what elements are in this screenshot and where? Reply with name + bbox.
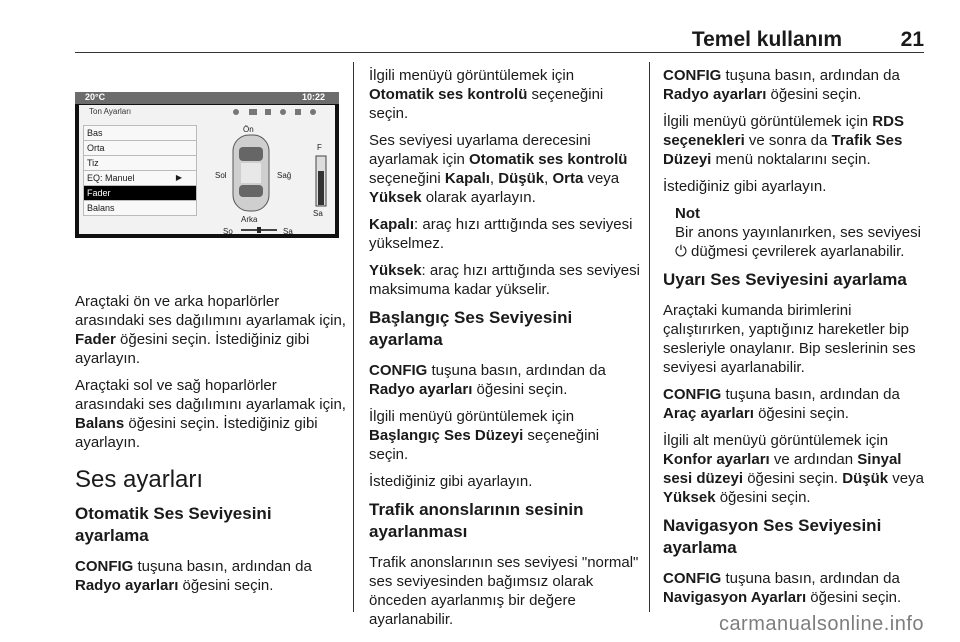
column-3 (663, 66, 927, 615)
paragraph: İstediğiniz gibi ayarlayın. (369, 473, 533, 490)
page-number: 21 (900, 28, 924, 51)
label-front: Ön (243, 125, 254, 134)
paragraph-fader: Araçtaki ön ve arka hoparlörler arasındaki ses dağılımını ayarlamak için, Fader öğesini seçin. İstediğiniz gibi ayarlayın. (75, 293, 346, 367)
label-rear: Arka (241, 215, 258, 224)
menu-item-eq-label: EQ: Manuel (87, 173, 135, 183)
label-right: Sağ (277, 171, 292, 180)
paragraph: Araçtaki kumanda birimlerini çalıştırırken, yaptığınız hareketler bip sesleriyle onaylanır. Bip seslerinin ses seviyesi ayarlanabilir. (663, 302, 916, 376)
paragraph: İlgili menüyü görüntülemek için Başlangıç Ses Düzeyi seçeneğini seçin. (369, 408, 600, 463)
paragraph: CONFIG tuşuna basın, ardından da Radyo ayarları öğesini seçin. (663, 67, 900, 103)
column-divider-2 (649, 62, 650, 612)
paragraph: CONFIG tuşuna basın, ardından da Araç ayarları öğesini seçin. (663, 386, 900, 422)
paragraph: İlgili alt menüyü görüntülemek için Konfor ayarları ve ardından Sinyal sesi düzeyi öğesini seçin. Düşük veya Yüksek öğesini seçin. (663, 432, 924, 506)
paragraph: İlgili menüyü görüntülemek için RDS seçenekleri ve sonra da Trafik Ses Düzeyi menü noktalarını seçin. (663, 113, 904, 168)
subheading-auto-volume: Otomatik Ses Seviyesini ayarlama (75, 504, 272, 545)
column-divider-1 (353, 62, 354, 612)
tone-settings-screenshot (75, 92, 339, 238)
column-2 (369, 66, 641, 637)
car-top-view-icon (229, 133, 273, 213)
note-box (675, 204, 927, 261)
paragraph: Yüksek: araç hızı arttığında ses seviyesi maksimuma kadar yükselir. (369, 262, 640, 298)
subheading-warning-volume: Uyarı Ses Seviyesini ayarlama (663, 270, 907, 289)
label-fader-rear: Sa (313, 209, 323, 218)
paragraph-config: CONFIG tuşuna basın, ardından da Radyo ayarları öğesini seçin. (75, 558, 312, 594)
status-icons (231, 107, 321, 117)
subheading-startup-volume: Başlangıç Ses Seviyesini ayarlama (369, 308, 573, 349)
menu-item-fader[interactable]: Fader (83, 185, 197, 200)
section-heading: Ses ayarları (75, 466, 204, 493)
label-left: Sol (215, 171, 227, 180)
screen-clock: 10:22 (301, 92, 325, 102)
paragraph: Ses seviyesi uyarlama derecesini ayarlamak için Otomatik ses kontrolü seçeneğini Kapalı, Düşük, Orta veya Yüksek olarak ayarlayın. (369, 132, 628, 206)
label-balance-left: So (223, 227, 233, 236)
paragraph: CONFIG tuşuna basın, ardından da Navigasyon Ayarları öğesini seçin. (663, 570, 902, 606)
screen-title: Ton Ayarları (89, 107, 132, 116)
header-rule (75, 52, 924, 53)
paragraph-balans: Araçtaki sol ve sağ hoparlörler arasındaki ses dağılımını ayarlamak için, Balans öğesini seçin. İstediğiniz gibi ayarlayın. (75, 377, 346, 451)
note-title: Not (675, 205, 700, 222)
balance-slider[interactable] (241, 227, 277, 233)
screen-body (79, 105, 335, 234)
menu-item-balans[interactable]: Balans (83, 200, 197, 216)
fader-slider[interactable] (313, 155, 329, 207)
paragraph: Kapalı: araç hızı arttığında ses seviyesi yükselmez. (369, 216, 633, 252)
screen-temperature: 20°C (85, 92, 106, 102)
paragraph: CONFIG tuşuna basın, ardından da Radyo ayarları öğesini seçin. (369, 362, 606, 398)
menu-item-eq[interactable] (83, 170, 197, 185)
subheading-traffic-volume: Trafik anonslarının sesinin ayarlanması (369, 500, 584, 541)
paragraph: Trafik anonslarının ses seviyesi "normal" ses seviyesinden bağımsız olarak önceden ayarlanmış bir değere ayarlanabilir. (369, 554, 639, 628)
paragraph: İstediğiniz gibi ayarlayın. (663, 178, 827, 195)
label-fader-front: F (317, 143, 322, 152)
label-balance-right: Sa (283, 227, 293, 236)
subheading-navigation-volume: Navigasyon Ses Seviyesini ayarlama (663, 516, 882, 557)
chevron-right-icon: ▶ (175, 173, 182, 182)
note-text: Bir anons yayınlanırken, ses seviyesi ⏻ düğmesi çevrilerek ayarlanabilir. (675, 224, 921, 260)
page-header-title: Temel kullanım (691, 28, 842, 51)
column-1 (75, 292, 347, 603)
screen-status-bar (75, 92, 339, 104)
paragraph: İlgili menüyü görüntülemek için Otomatik ses kontrolü seçeneğini seçin. (369, 67, 604, 122)
menu-item-orta[interactable]: Orta (83, 140, 197, 155)
menu-item-tiz[interactable]: Tiz (83, 155, 197, 170)
tone-menu (83, 125, 197, 216)
menu-item-bas[interactable]: Bas (83, 125, 197, 140)
footer-watermark: carmanualsonline.info (718, 613, 924, 635)
